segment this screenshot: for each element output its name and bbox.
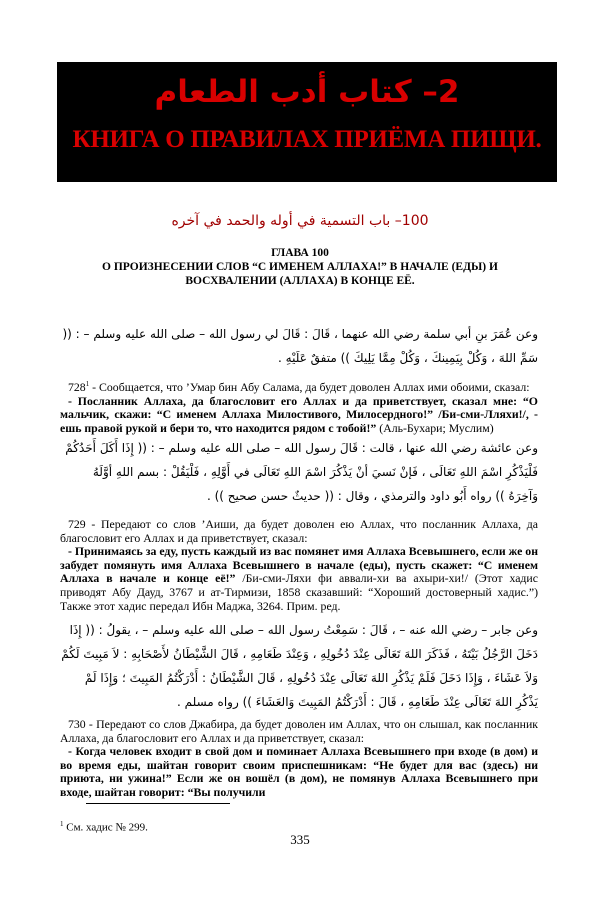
page-number: 335	[290, 832, 310, 847]
hadith-730-translation	[60, 718, 538, 800]
book-title-arabic: 2– كتاب أدب الطعام	[154, 74, 460, 110]
book-title-russian	[57, 126, 557, 154]
hadith-728-number: 728	[68, 379, 86, 394]
footnote-number: 1	[60, 820, 64, 828]
hadith-729-note: /Би-сми-Ляхи фи аввали-хи ва ахыри-хи!/ (Этот хадис приводят Абу Дауд, 3767 и ат-Тирмизи, 1858 сказавший: “Хороший достоверный хадис.”) Также этот хадис передал Ибн Маджа, 3264. Прим. ред.	[60, 571, 538, 613]
hadith-729-intro: 729 - Передают со слов ’Аиши, да будет доволен ею Аллах, что посланник Аллаха, да благословит его Аллах и да приветствует, сказал:	[60, 517, 538, 545]
section-title-arabic: 100– باب التسمية في أوله والحمد في آخره	[171, 213, 429, 229]
footnote-text: См. хадис № 299.	[63, 821, 148, 834]
hadith-728-intro-line	[60, 378, 538, 395]
book-title-russian-text: КНИГА О ПРАВИЛАХ ПРИЁМА ПИЩИ	[72, 126, 536, 153]
hadith-730-arabic: وعن جابر – رضي الله عنه – ، قَالَ : سَمِعْتُ رسول الله – صلى الله عليه وسلم – ، يقولُ : (( إِذَا دَخَلَ الرَّجُلُ بَيْتَهُ ، فَذَكَرَ اللهَ تَعَالَى عِنْدَ دُخُولِهِ ، وَعِنْدَ طَعَامِهِ ، قَالَ الشَّيْطَانُ لأَصْحَابِهِ : لاَ مَبِيتَ لَكُمْ وَلاَ عَشَاءَ ، وَإِذَا دَخَلَ فَلَمْ يَذْكُرِ اللهَ تَعَالَى عِنْدَ دُخُولِهِ ، قَالَ الشَّيْطَانُ : أَدْرَكْتُمُ المَبِيتَ ؛ وَإِذَا لَمْ يَذْكُرِ اللهَ تَعَالَى عِنْدَ طَعَامِهِ ، قَالَ : أَدْرَكْتُمُ المَبِيتَ وَالعَشَاءَ )) رواه مسلم .	[61, 623, 538, 709]
hadith-728-text-line	[60, 395, 538, 436]
hadith-728-source: (Аль-Бухари; Муслим)	[376, 420, 494, 435]
hadith-729-text: - Принимаясь за еду, пусть каждый из вас помянет имя Аллаха Всевышнего, если же он забудет помянуть имя Аллаха Всевышнего в начале (еды), пусть скажет: “С именем Аллаха в начале и конце её!”	[60, 544, 538, 586]
chapter-heading	[60, 246, 540, 288]
footnote-separator	[86, 803, 230, 804]
hadith-730-text: - Когда человек входит в свой дом и поминает Аллаха Всевышнего при входе (в дом) и во время еды, шайтан говорит своим приспешникам: “Не будет для вас (здесь) ни приюта, ни ужина!” Если же он вошёл (в дом), не помянув Аллаха Всевышнего при входе, шайтан говорит: “Вы получили	[60, 744, 538, 799]
hadith-728-arabic: وعن عُمَرَ بنِ أبي سلمة رضي الله عنهما ، قَالَ : قَالَ لي رسول الله – صلى الله عليه وسلم – : (( سَمِّ اللهَ ، وَكُلْ بِيَمِينكَ ، وَكُلْ مِمَّا يَلِيكَ )) متفقٌ عَلَيْهِ .	[62, 327, 538, 365]
hadith-728-text: - Посланник Аллаха, да благословит его Аллах и да приветствует, сказал мне: “О мальчик, скажи: “С именем Аллаха Милостивого, Милосердного!” /Би-сми-Лляхи!/, - ешь правой рукой и бери то, что находится рядом с тобой!”	[60, 393, 538, 435]
hadith-729-text-line	[60, 545, 538, 613]
chapter-number: ГЛАВА 100	[271, 247, 329, 259]
hadith-730-intro: 730 - Передают со слов Джабира, да будет доволен им Аллах, что он слышал, как посланник Аллаха, да благословит его Аллах и да приветствует, сказал:	[60, 717, 538, 745]
hadith-729-translation	[60, 518, 538, 613]
chapter-title: О ПРОИЗНЕСЕНИИ СЛОВ “С ИМЕНЕМ АЛЛАХА!” В НАЧАЛЕ (ЕДЫ) И ВОСХВАЛЕНИИ (АЛЛАХА) В КОНЦЕ ЕЁ.	[102, 261, 498, 287]
title-banner	[57, 62, 557, 182]
hadith-728-intro: - Сообщается, что ’Умар бин Абу Салама, да будет доволен Аллах ими обоими, сказал:	[89, 379, 530, 394]
footnote-marker: 1	[85, 380, 90, 388]
book-title-russian-end: .	[535, 126, 542, 153]
hadith-729-arabic: وعن عائشة رضي الله عنها ، قالت : قَالَ رسول الله – صلى الله عليه وسلم – : (( إِذَا أَكَلَ أَحَدُكُمْ فَلْيَذْكُرِ اسْمَ اللهِ تَعَالَى ، فَإنْ نَسيَ أنْ يَذْكُرَ اسْمَ اللهِ تَعَالَى في أَوَّلِهِ ، فَلْيَقُلْ : بسم اللهِ أوَّلَهُ وَآخِرَهُ )) رواه أَبُو داود والترمذي ، وقال : (( حديثٌ حسن صحيح )) .	[65, 441, 538, 503]
hadith-728-translation	[60, 378, 538, 435]
hadith-730-text-line	[60, 745, 538, 799]
